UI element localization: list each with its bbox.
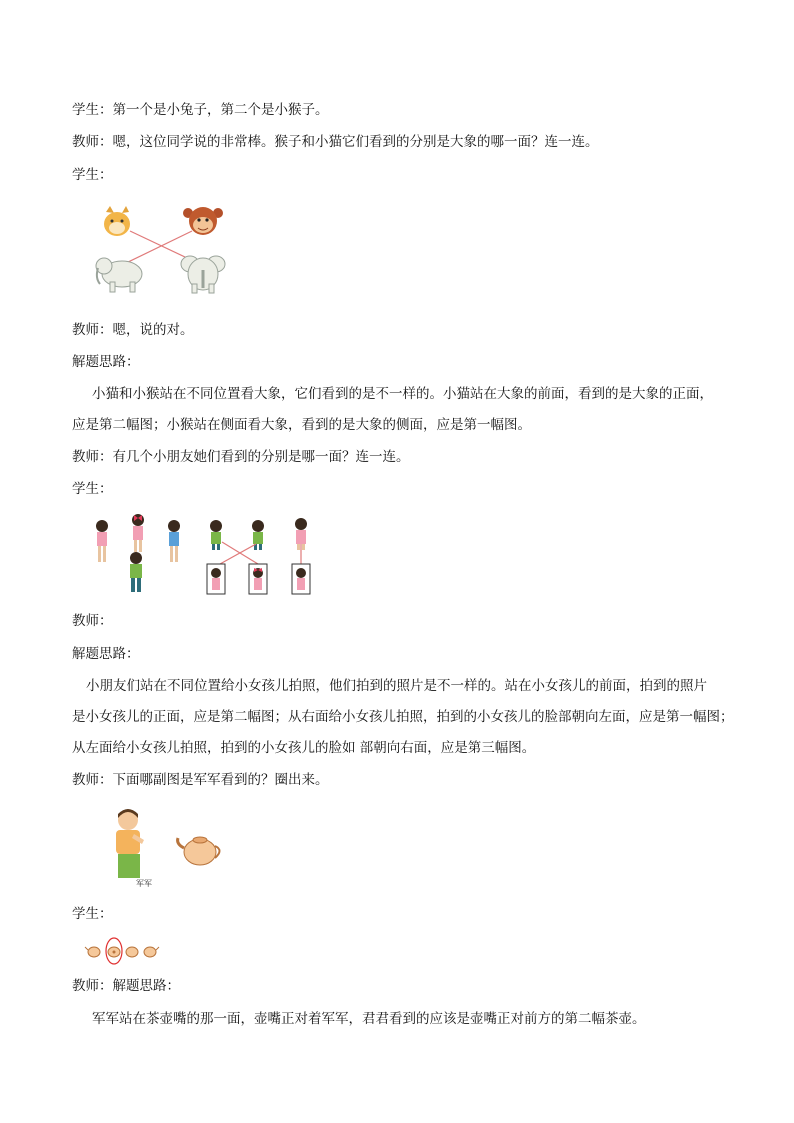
solution-paragraph-1-line-2: 应是第二幅图；小猴站在侧面看大象，看到的是大象的侧面，应是第一幅图。 bbox=[72, 417, 531, 433]
solution-heading-2: 解题思路： bbox=[72, 646, 140, 662]
match-line-2 bbox=[220, 544, 256, 564]
boy-teapot-figure bbox=[104, 804, 224, 892]
teapot-options-figure bbox=[84, 935, 164, 967]
elephant-front-icon bbox=[181, 256, 225, 293]
teapot-icon bbox=[178, 837, 220, 865]
boy-icon bbox=[116, 809, 152, 888]
dialogue-line-student-3: 学生： bbox=[72, 481, 113, 497]
photo-matching-figure bbox=[90, 512, 320, 600]
solution-paragraph-1-line-1: 小猫和小猴站在不同位置看大象，它们看到的是不一样的。小猫站在大象的前面，看到的是大象的正面， bbox=[92, 386, 713, 402]
teapot-option-3-icon bbox=[126, 947, 138, 957]
girl-figure-right-icon bbox=[168, 520, 180, 562]
boy-name-label: 军军 bbox=[136, 879, 152, 888]
elephant-side-icon bbox=[96, 258, 142, 292]
solution-heading-1: 解题思路： bbox=[72, 354, 140, 370]
photo-frame-1-icon bbox=[207, 564, 225, 594]
solution-paragraph-3: 军军站在茶壶嘴的那一面，壶嘴正对着军军，君君看到的应该是壶嘴正对前方的第二幅茶壶。 bbox=[92, 1011, 646, 1027]
teapot-option-2-icon bbox=[108, 947, 120, 957]
monkey-icon bbox=[183, 207, 223, 235]
solution-paragraph-2-line-1: 小朋友们站在不同位置给小女孩儿拍照，他们拍到的照片是不一样的。站在小女孩儿的前面，拍到的照片 bbox=[86, 678, 707, 694]
dialogue-line-teacher-6: 教师：解题思路： bbox=[72, 978, 180, 994]
solution-paragraph-2-line-3: 从左面给小女孩儿拍照，拍到的小女孩儿的脸如 部朝向右面，应是第三幅图。 bbox=[72, 740, 536, 756]
photo-frame-2-icon bbox=[249, 564, 267, 594]
dialogue-line-teacher-3: 教师：有几个小朋友她们看到的分别是哪一面？连一连。 bbox=[72, 449, 410, 465]
dialogue-line-student-2: 学生： bbox=[72, 167, 113, 183]
dialogue-line-teacher-4: 教师： bbox=[72, 613, 113, 629]
dialogue-line-teacher-1: 教师：嗯，这位同学说的非常棒。猴子和小猫它们看到的分别是大象的哪一面？连一连。 bbox=[72, 134, 599, 150]
dialogue-line-student-4: 学生： bbox=[72, 906, 113, 922]
solution-paragraph-2-line-2: 是小女孩儿的正面，应是第二幅图；从右面给小女孩儿拍照，拍到的小女孩儿的脸部朝向左面，应是第一幅图； bbox=[72, 709, 734, 725]
cat-icon bbox=[104, 206, 130, 236]
girl-figure-center-icon bbox=[130, 514, 144, 592]
girl-figure-left-icon bbox=[96, 520, 108, 562]
camera-child-1-icon bbox=[210, 520, 222, 550]
dialogue-line-teacher-2: 教师：嗯，说的对。 bbox=[72, 322, 194, 338]
photo-frame-3-icon bbox=[292, 564, 310, 594]
dialogue-line-teacher-5: 教师：下面哪副图是军军看到的？圈出来。 bbox=[72, 772, 329, 788]
teapot-option-1-icon bbox=[85, 947, 100, 957]
animal-matching-figure bbox=[92, 204, 232, 294]
dialogue-line-student-1: 学生：第一个是小兔子，第二个是小猴子。 bbox=[72, 102, 329, 118]
teapot-option-4-icon bbox=[144, 947, 159, 957]
